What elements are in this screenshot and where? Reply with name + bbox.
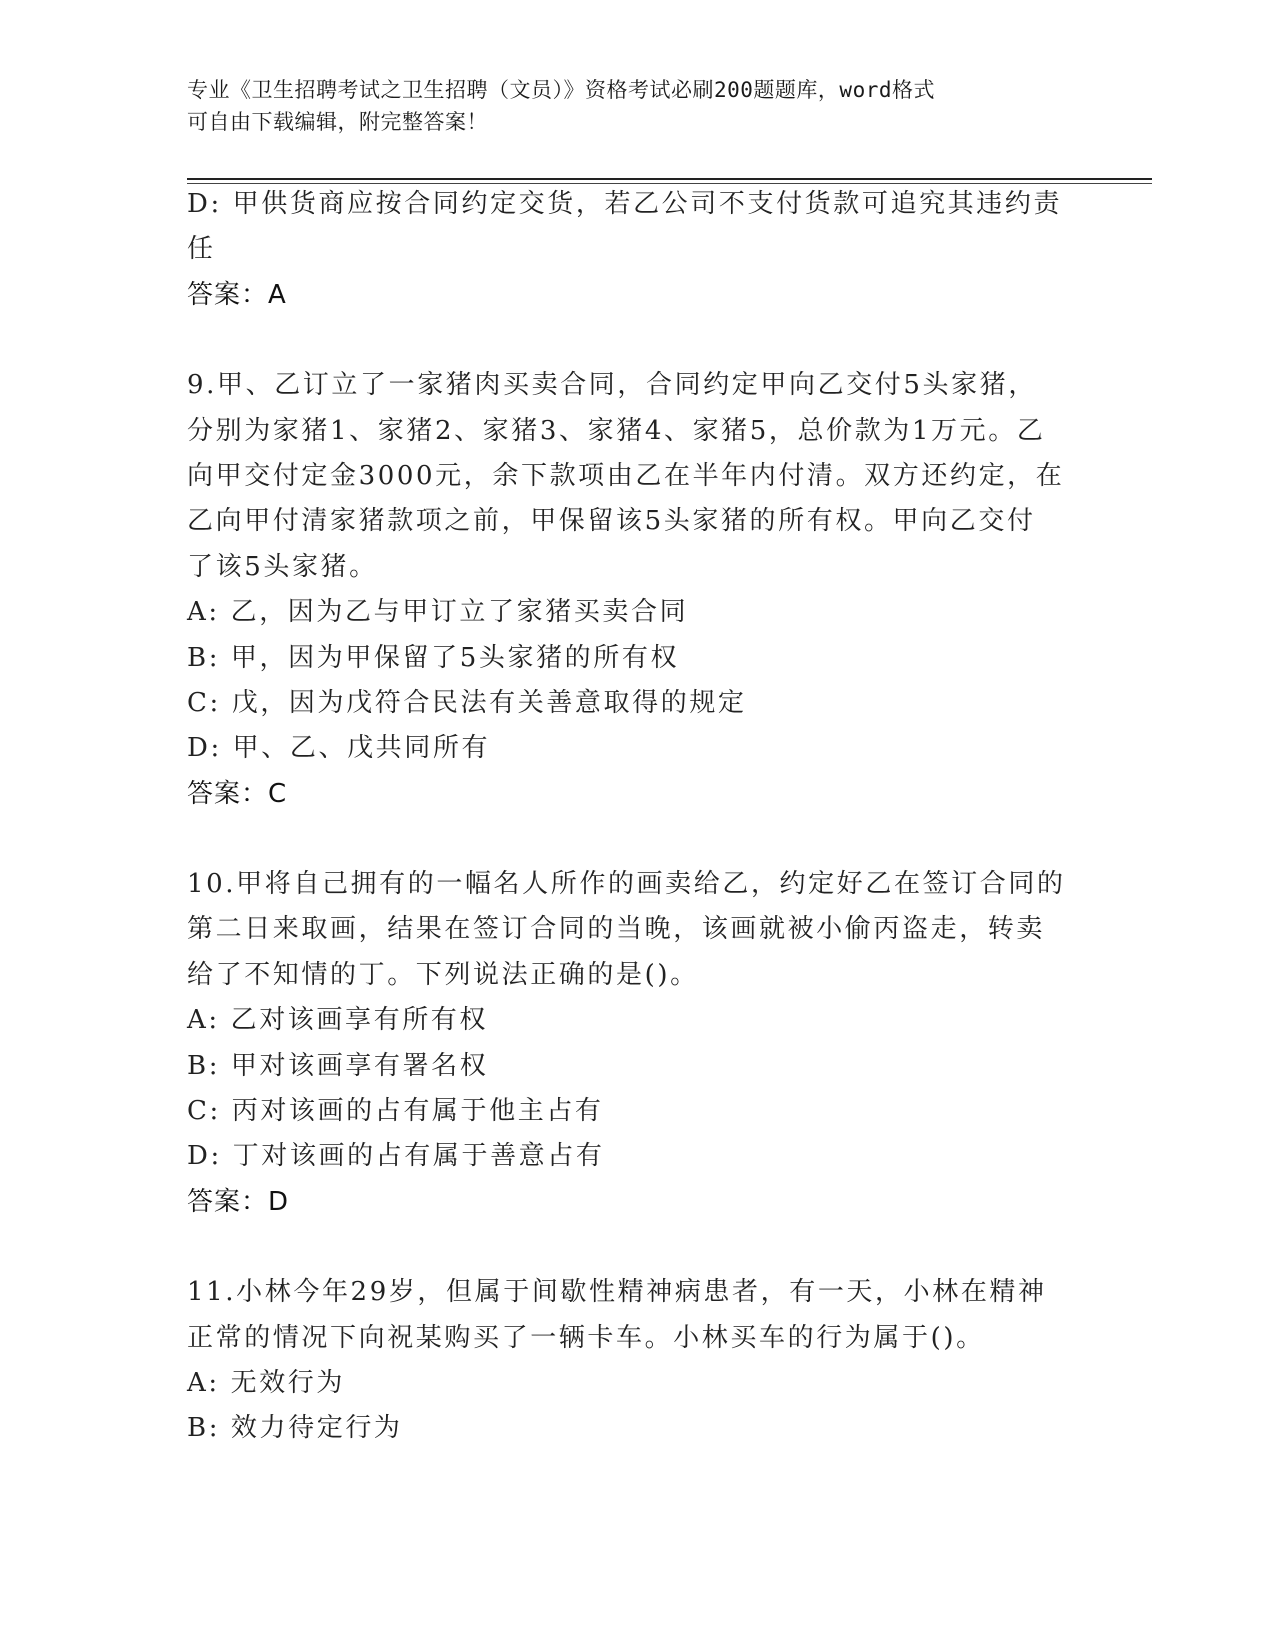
option-a: A: 乙对该画享有所有权 — [187, 1005, 489, 1036]
question-stem-line: 9.甲、乙订立了一家猪肉买卖合同，合同约定甲向乙交付5头家猪， — [187, 370, 1037, 401]
question-10 — [187, 862, 1087, 1225]
question-11 — [187, 1270, 1087, 1452]
option-d-line-1: D: 甲供货商应按合同约定交货，若乙公司不支付货款可追究其违约责 — [187, 189, 1063, 219]
header-line-2: 可自由下载编辑，附完整答案！ — [187, 110, 488, 134]
spacer — [187, 1225, 1087, 1270]
spacer — [187, 817, 1087, 862]
option-b: B: 甲对该画享有署名权 — [187, 1050, 489, 1081]
question-stem-line: 第二日来取画，结果在签订合同的当晚，该画就被小偷丙盗走，转卖 — [187, 914, 1046, 945]
document-body — [187, 182, 1087, 1452]
question-stem-line: 了该5头家猪。 — [187, 551, 378, 582]
option-c: C: 戊，因为戊符合民法有关善意取得的规定 — [187, 687, 747, 718]
header-line-1: 专业《卫生招聘考试之卫生招聘（文员）》资格考试必刷200题题库，word格式 — [187, 78, 935, 102]
question-stem-line: 10.甲将自己拥有的一幅名人所作的画卖给乙，约定好乙在签订合同的 — [187, 869, 1066, 900]
question-stem-line: 分别为家猪1、家猪2、家猪3、家猪4、家猪5，总价款为1万元。乙 — [187, 415, 1046, 446]
question-9 — [187, 363, 1087, 817]
option-a: A: 无效行为 — [187, 1367, 346, 1398]
spacer — [187, 318, 1087, 363]
option-d: D: 丁对该画的占有属于善意占有 — [187, 1141, 605, 1172]
question-stem-line: 正常的情况下向祝某购买了一辆卡车。小林买车的行为属于()。 — [187, 1322, 985, 1353]
document-header — [187, 74, 1067, 138]
header-rule-thick — [187, 178, 1152, 180]
answer: 答案：C — [187, 778, 288, 809]
question-stem-line: 乙向甲付清家猪款项之前，甲保留该5头家猪的所有权。甲向乙交付 — [187, 506, 1036, 537]
question-stem-line: 向甲交付定金3000元，余下款项由乙在半年内付清。双方还约定，在 — [187, 460, 1065, 491]
answer: 答案：A — [187, 279, 287, 310]
question-stem-line: 给了不知情的丁。下列说法正确的是()。 — [187, 959, 699, 990]
option-b: B: 甲，因为甲保留了5头家猪的所有权 — [187, 642, 680, 673]
option-a: A: 乙，因为乙与甲订立了家猪买卖合同 — [187, 597, 689, 628]
option-d-line-2: 任 — [187, 234, 216, 265]
answer: 答案：D — [187, 1186, 290, 1217]
option-b: B: 效力待定行为 — [187, 1413, 403, 1444]
question-stem-line: 11.小林今年29岁，但属于间歇性精神病患者，有一天，小林在精神 — [187, 1277, 1047, 1308]
option-d: D: 甲、乙、戊共同所有 — [187, 733, 491, 764]
option-c: C: 丙对该画的占有属于他主占有 — [187, 1096, 604, 1127]
prev-question — [187, 182, 1087, 318]
